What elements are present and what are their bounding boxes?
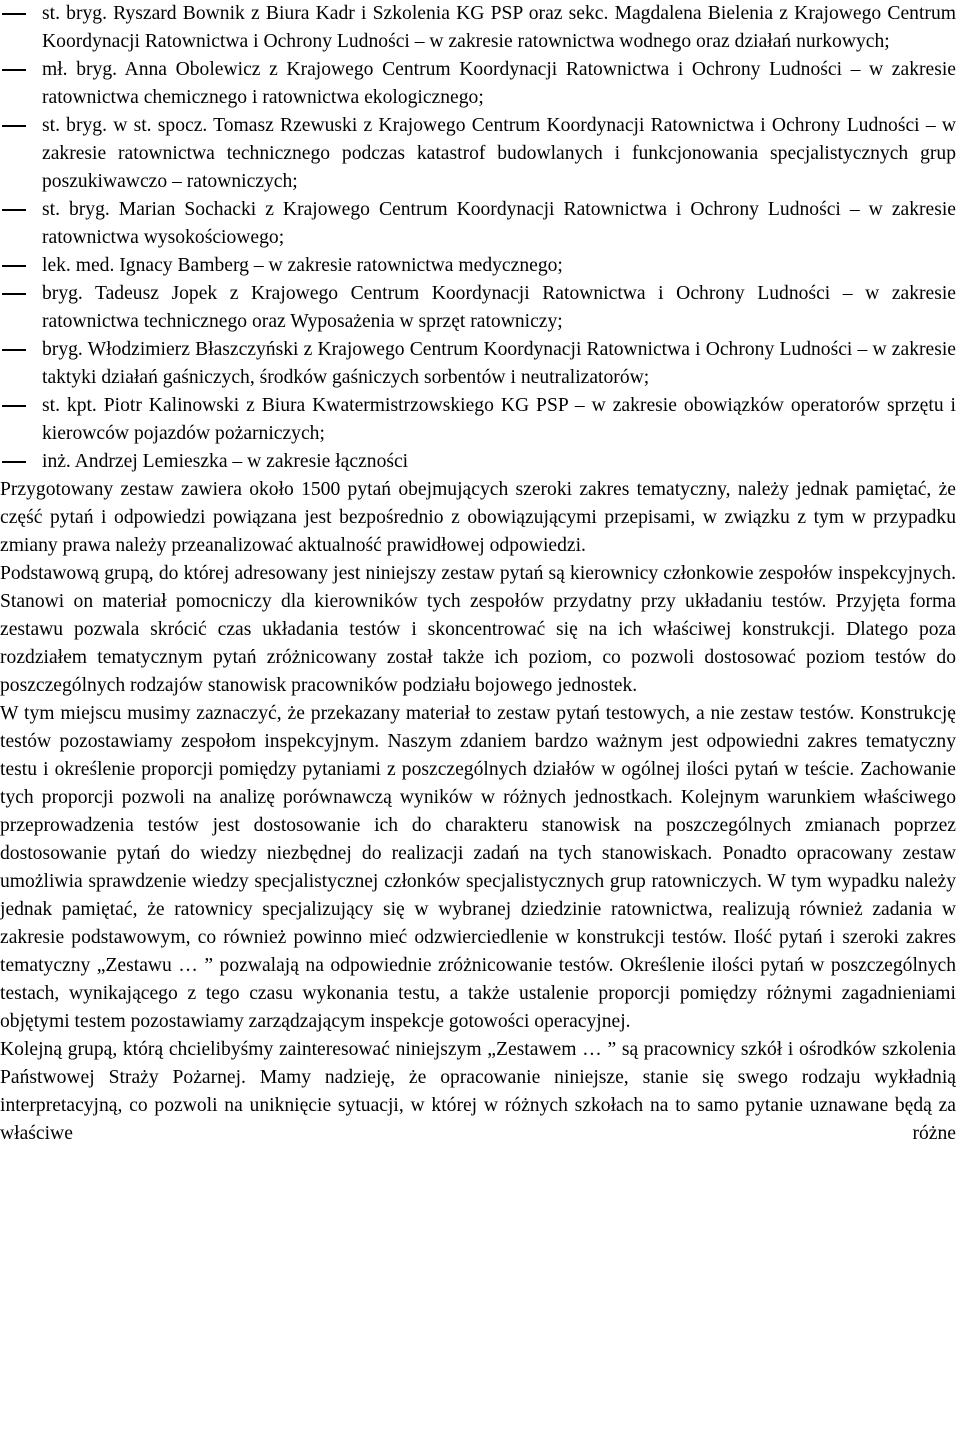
list-item (0, 56, 960, 112)
dash-bullet-icon (0, 0, 26, 28)
dash-bullet-icon (0, 56, 26, 84)
list-item (0, 0, 960, 56)
dash-bullet-icon (0, 112, 26, 140)
list-item (0, 448, 960, 476)
list-item-text: bryg. Tadeusz Jopek z Krajowego Centrum Koordynacji Ratownictwa i Ochrony Ludności – w zakresie ratownictwa technicznego oraz Wyposażenia w sprzęt ratowniczy; (42, 283, 956, 332)
list-item-text: st. bryg. Ryszard Bownik z Biura Kadr i Szkolenia KG PSP oraz sekc. Magdalena Bielenia z Krajowego Centrum Koordynacji Ratownictwa i Ochrony Ludności – w zakresie ratownictwa wodnego oraz działań nurkowych; (42, 3, 956, 52)
list-item-text: st. kpt. Piotr Kalinowski z Biura Kwatermistrzowskiego KG PSP – w zakresie obowiązków operatorów sprzętu i kierowców pojazdów pożarniczych; (42, 395, 956, 444)
list-item (0, 392, 960, 448)
list-item (0, 112, 960, 196)
dash-bullet-icon (0, 336, 26, 364)
paragraph-test-construction: W tym miejscu musimy zaznaczyć, że przekazany materiał to zestaw pytań testowych, a nie zestaw testów. Konstrukcję testów pozostawiamy zespołom inspekcyjnym. Naszym zdaniem bardzo ważnym jest odpowiedni zakres tematyczny testu i określenie proporcji pomiędzy pytaniami z poszczególnych działów w ogólnej ilości pytań w teście. Zachowanie tych proporcji pozwoli na analizę porównawczą wyników w różnych jednostkach. Kolejnym warunkiem właściwego przeprowadzenia testów jest dostosowanie ich do charakteru stanowisk na poszczególnych zmianach poprzez dostosowanie pytań do wiedzy niezbędnej do realizacji zadań na tych stanowiskach. Ponadto opracowany zestaw umożliwia sprawdzenie wiedzy specjalistycznej członków specjalistycznych grup ratowniczych. W tym wypadku należy jednak pamiętać, że ratownicy specjalizujący się w wybranej dziedzinie ratownictwa, realizują również zadania w zakresie podstawowym, co również powinno mieć odzwierciedlenie w konstrukcji testów. Ilość pytań i szeroki zakres tematyczny „Zestawu … ” pozwalają na odpowiednie zróżnicowanie testów. Określenie ilości pytań w poszczególnych testach, wynikającego z tego czasu wykonania testu, a także ustalenie proporcji pomiędzy różnymi zagadnieniami objętymi testem pozostawiamy zarządzającym inspekcje gotowości operacyjnej. (0, 703, 956, 1032)
dash-bullet-icon (0, 280, 26, 308)
staff-list (0, 0, 960, 476)
paragraph-schools: Kolejną grupą, którą chcielibyśmy zainteresować niniejszym „Zestawem … ” są pracownicy szkół i ośrodków szkolenia Państwowej Straży Pożarnej. Mamy nadzieję, że opracowanie niniejsze, stanie się swego rodzaju wykładnią interpretacyjną, co pozwoli na uniknięcie sytuacji, w której w różnych szkołach na to samo pytanie uznawane będą za właściwe różne (0, 1039, 956, 1144)
dash-bullet-icon (0, 392, 26, 420)
list-item-text: mł. bryg. Anna Obolewicz z Krajowego Centrum Koordynacji Ratownictwa i Ochrony Ludności – w zakresie ratownictwa chemicznego i ratownictwa ekologicznego; (42, 59, 956, 108)
list-item-text: st. bryg. Marian Sochacki z Krajowego Centrum Koordynacji Ratownictwa i Ochrony Ludności – w zakresie ratownictwa wysokościowego; (42, 199, 956, 248)
paragraph-target-group: Podstawową grupą, do której adresowany jest niniejszy zestaw pytań są kierownicy członkowie zespołów inspekcyjnych. Stanowi on materiał pomocniczy dla kierowników tych zespołów przydatny przy układaniu testów. Przyjęta forma zestawu pozwala skrócić czas układania testów i skoncentrować się na ich właściwej konstrukcji. Dlatego poza rozdziałem tematycznym pytań zróżnicowany został także ich poziom, co pozwoli dostosować poziom testów do poszczególnych rodzajów stanowisk pracowników podziału bojowego jednostek. (0, 563, 956, 696)
list-item-text: lek. med. Ignacy Bamberg – w zakresie ratownictwa medycznego; (42, 255, 563, 276)
dash-bullet-icon (0, 252, 26, 280)
list-item-text: inż. Andrzej Lemieszka – w zakresie łączności (42, 451, 409, 472)
paragraph-question-set-scope: Przygotowany zestaw zawiera około 1500 pytań obejmujących szeroki zakres tematyczny, należy jednak pamiętać, że część pytań i odpowiedzi powiązana jest bezpośrednio z obowiązującymi przepisami, w związku z tym w przypadku zmiany prawa należy przeanalizować aktualność prawidłowej odpowiedzi. (0, 479, 956, 556)
dash-bullet-icon (0, 448, 26, 476)
dash-bullet-icon (0, 196, 26, 224)
list-item-text: st. bryg. w st. spocz. Tomasz Rzewuski z Krajowego Centrum Koordynacji Ratownictwa i Ochrony Ludności – w zakresie ratownictwa technicznego podczas katastrof budowlanych i funkcjonowania specjalistycznych grup poszukiwawczo – ratowniczych; (42, 115, 956, 192)
list-item (0, 196, 960, 252)
list-item (0, 280, 960, 336)
list-item-text: bryg. Włodzimierz Błaszczyński z Krajowego Centrum Koordynacji Ratownictwa i Ochrony Ludności – w zakresie taktyki działań gaśniczych, środków gaśniczych sorbentów i neutralizatorów; (42, 339, 956, 388)
list-item (0, 336, 960, 392)
list-item (0, 252, 960, 280)
